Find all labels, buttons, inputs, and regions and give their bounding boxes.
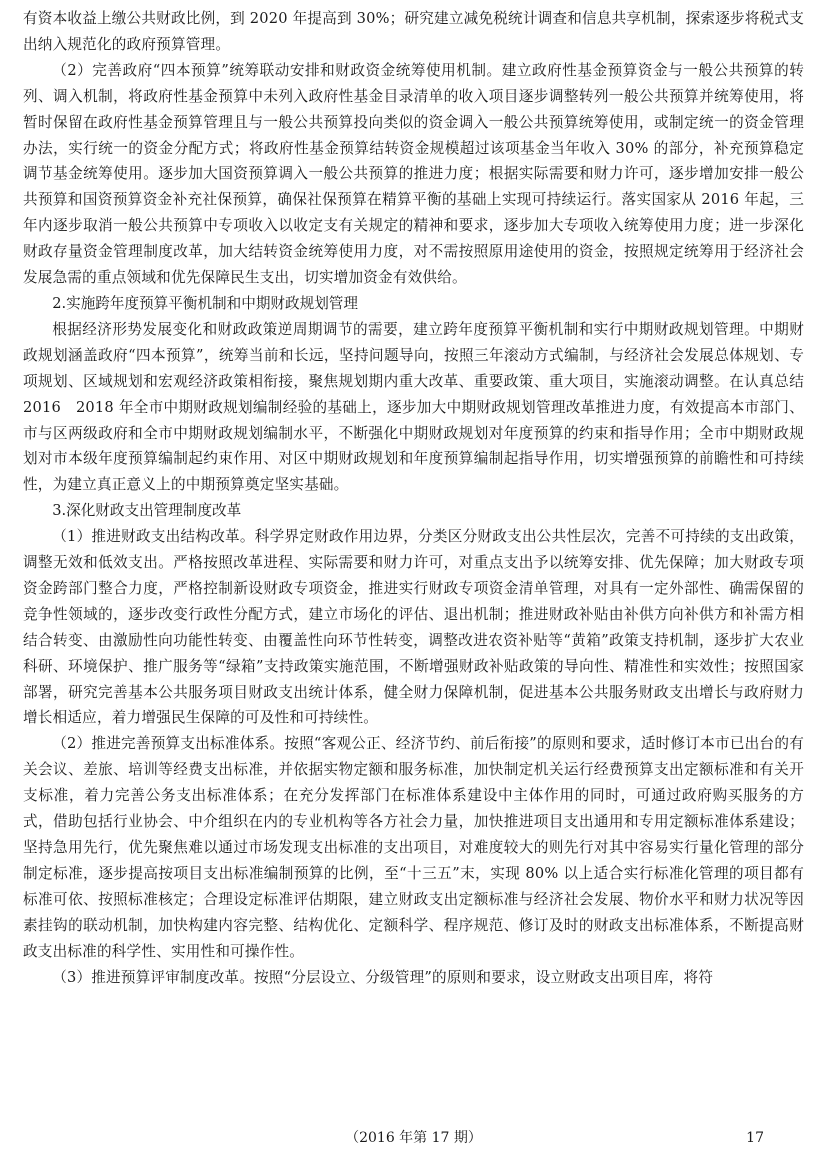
document-body [23, 6, 804, 990]
page-number: 17 [746, 1130, 764, 1146]
paragraph: （2）完善政府“四本预算”统筹联动安排和财政资金统筹使用机制。建立政府性基金预算资金与一般公共预算的转列、调入机制，将政府性基金预算中未列入政府性基金目录清单的收入项目逐步调整转列一般公共预算并统筹使用，将暂时保留在政府性基金预算管理且与一般公共预算投向类似的资金调入一般公共预算统筹使用，或制定统一的资金管理办法，实行统一的资金分配方式；将政府性基金预算结转资金规模超过该项基金当年收入 30% 的部分，补充预算稳定调节基金统筹使用。逐步加大国资预算调入一般公共预算的推进力度；根据实际需要和财力许可，逐步增加安排一般公共预算和国资预算资金补充社保预算，确保社保预算在精算平衡的基础上实现可持续运行。落实国家从 2016 年起，三年内逐步取消一般公共预算中专项收入以收定支有关规定的精神和要求，逐步加大专项收入统筹使用力度；进一步深化财政存量资金管理制度改革，加大结转资金统筹使用力度，对不需按照原用途使用的资金，按照规定统筹用于经济社会发展急需的重点领域和优先保障民生支出，切实增加资金有效供给。 [23, 61, 804, 287]
issue-label: （2016 年第 17 期） [345, 1130, 482, 1146]
paragraph: （2）推进完善预算支出标准体系。按照“客观公正、经济节约、前后衔接”的原则和要求，适时修订本市已出台的有关会议、差旅、培训等经费支出标准，并依据实物定额和服务标准，加快制定机关运行经费预算支出定额标准和有关开支标准，着力完善公务支出标准体系；在充分发挥部门在标准体系建设中主体作用的同时，可通过政府购买服务的方式，借助包括行业协会、中介组织在内的专业机构等各方社会力量，加快推进项目支出通用和专用定额标准体系建设；坚持急用先行，优先聚焦难以通过市场发现支出标准的支出项目，对难度较大的则先行对其中容易实行量化管理的部分制定标准，逐步提高按项目支出标准编制预算的比例，至“十三五”末，实现 80% 以上适合实行标准化管理的项目都有标准可依、按照标准核定；合理设定标准评估期限，建立财政支出定额标准与经济社会发展、物价水平和财力状况等因素挂钩的联动机制，加快构建内容完整、结构优化、定额科学、程序规范、修订及时的财政支出标准体系，不断提高财政支出标准的科学性、实用性和可操作性。 [23, 735, 804, 960]
paragraph: 有资本收益上缴公共财政比例，到 2020 年提高到 30%；研究建立减免税统计调查和信息共享机制，探索逐步将税式支出纳入规范化的政府预算管理。 [23, 10, 804, 53]
page-footer [23, 1127, 804, 1149]
section-heading: 2.实施跨年度预算平衡机制和中期财政规划管理 [52, 294, 358, 312]
paragraph: （3）推进预算评审制度改革。按照“分层设立、分级管理”的原则和要求，设立财政支出项目库，将符 [52, 968, 714, 986]
paragraph: （1）推进财政支出结构改革。科学界定财政作用边界，分类区分财政支出公共性层次，完善不可持续的支出政策，调整无效和低效支出。严格按照改革进程、实际需要和财力许可，对重点支出予以统筹安排、优先保障；加大财政专项资金跨部门整合力度，严格控制新设财政专项资金，推进实行财政专项资金清单管理，对具有一定外部性、确需保留的竞争性领域的，逐步改变行政性分配方式，建立市场化的评估、退出机制；推进财政补贴由补供方向补供方和补需方相结合转变、由激励性向功能性转变、由覆盖性向环节性转变，调整改进农资补贴等“黄箱”政策支持机制，逐步扩大农业科研、环境保护、推广服务等“绿箱”支持政策实施范围，不断增强财政补贴政策的导向性、精准性和实效性；按照国家部署，研究完善基本公共服务项目财政支出统计体系，健全财力保障机制，促进基本公共服务财政支出增长与政府财力增长相适应，着力增强民生保障的可及性和可持续性。 [23, 528, 804, 727]
section-heading: 3.深化财政支出管理制度改革 [52, 502, 242, 520]
paragraph: 根据经济形势发展变化和财政政策逆周期调节的需要，建立跨年度预算平衡机制和实行中期财政规划管理。中期财政规划涵盖政府“四本预算”，统筹当前和长远，坚持问题导向，按照三年滚动方式编制，与经济社会发展总体规划、专项规划、区域规划和宏观经济政策相衔接，聚焦规划期内重大改革、重要政策、重大项目，实施滚动调整。在认真总结 2016 2018 年全市中期财政规划编制经验的基础上，逐步加大中期财政规划管理改革推进力度，有效提高本市部门、市与区两级政府和全市中期财政规划编制水平，不断强化中期财政规划对年度预算的约束和指导作用；全市中期财政规划对市本级年度预算编制起约束作用、对区中期财政规划和年度预算编制起指导作用，切实增强预算的前瞻性和可持续性，为建立真正意义上的中期预算奠定坚实基础。 [23, 320, 804, 494]
